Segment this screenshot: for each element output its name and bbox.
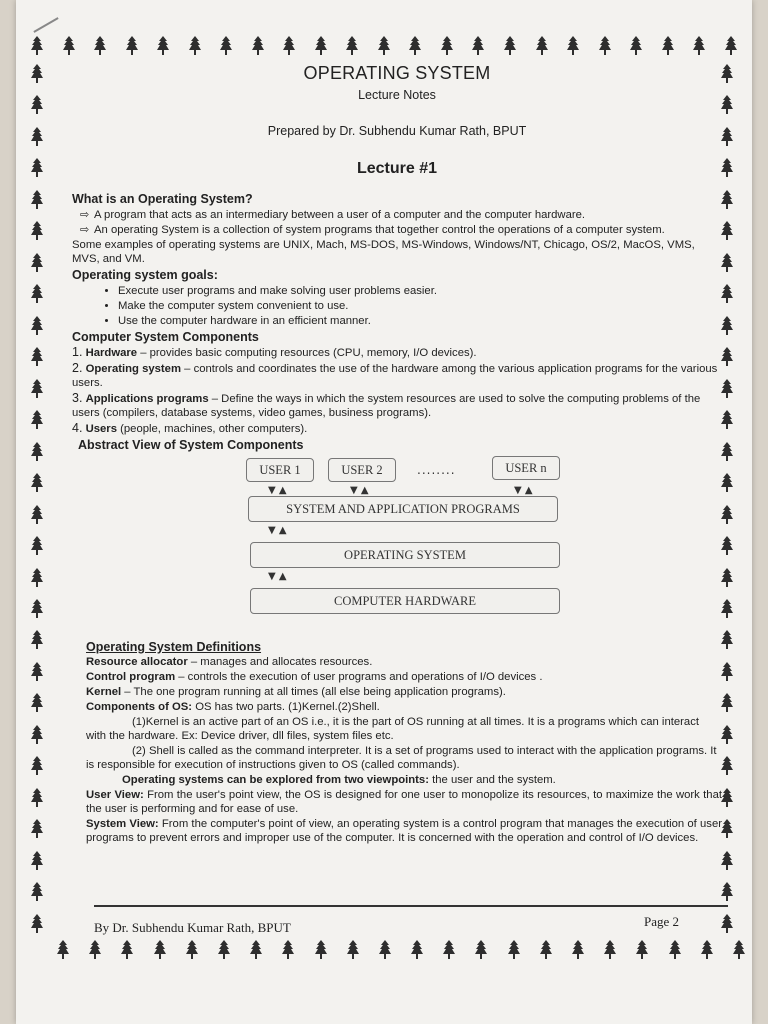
- tree-icon: [30, 190, 44, 210]
- tree-icon: [629, 36, 643, 56]
- border-left: [30, 64, 44, 934]
- page-fold-mark: [33, 17, 58, 33]
- section-heading-components: Computer System Components: [72, 330, 259, 344]
- tree-icon: [720, 819, 734, 839]
- user-2-box: USER 2: [328, 458, 396, 482]
- arrow-updown-icon: ▼ ▲: [514, 485, 533, 496]
- tree-icon: [217, 940, 231, 960]
- tree-icon: [440, 36, 454, 56]
- tree-icon: [345, 36, 359, 56]
- tree-icon: [720, 662, 734, 682]
- tree-icon: [30, 914, 44, 934]
- tree-icon: [720, 568, 734, 588]
- list-item: ⇨ An operating System is a collection of system programs that together control the operations of a computer system.: [80, 224, 665, 236]
- tree-icon: [30, 599, 44, 619]
- arrow-right-icon: ⇨: [80, 224, 90, 236]
- tree-icon: [410, 940, 424, 960]
- footer-divider: [94, 905, 728, 907]
- system-components-diagram: [72, 458, 722, 638]
- tree-icon: [282, 36, 296, 56]
- tree-icon: [30, 64, 44, 84]
- tree-icon: [535, 36, 549, 56]
- tree-icon: [30, 95, 44, 115]
- tree-icon: [93, 36, 107, 56]
- list-item: 3. Applications programs – Define the ways in which the system resources are used to solve the computing problems of the users (compilers, database systems, video games, business programs).: [72, 391, 701, 419]
- document-content: [72, 62, 722, 845]
- border-top: [30, 36, 738, 56]
- tree-icon: [30, 158, 44, 178]
- tree-icon: [724, 36, 738, 56]
- tree-icon: [661, 36, 675, 56]
- tree-icon: [30, 442, 44, 462]
- tree-icon: [30, 505, 44, 525]
- section-heading-abstract-view: Abstract View of System Components: [78, 438, 304, 452]
- tree-icon: [30, 410, 44, 430]
- definition-kernel: Kernel – The one program running at all times (all else being application programs).: [86, 686, 506, 698]
- tree-icon: [30, 882, 44, 902]
- tree-icon: [30, 756, 44, 776]
- document-subtitle: Lecture Notes: [358, 88, 436, 102]
- tree-icon: [153, 940, 167, 960]
- definition-components: Components of OS: OS has two parts. (1)Kernel.(2)Shell.: [86, 701, 380, 713]
- shell-detail: (2) Shell is called as the command interpreter. It is a set of programs used to interact with the application programs. It is responsible for execution of instructions given to OS (called commands).: [86, 745, 717, 771]
- system-programs-layer: SYSTEM AND APPLICATION PROGRAMS: [248, 496, 558, 522]
- tree-icon: [720, 788, 734, 808]
- tree-icon: [720, 284, 734, 304]
- system-view: System View: From the computer's point of view, an operating system is a control program that manages the execution of user programs to prevent errors and improper use of the computer. It is concerned with the operation and control of I/O devices.: [86, 818, 722, 844]
- list-item: • Execute user programs and make solving user problems easier.: [118, 284, 722, 298]
- ellipsis-dots: ........: [417, 463, 456, 477]
- tree-icon: [30, 347, 44, 367]
- tree-icon: [720, 190, 734, 210]
- tree-icon: [539, 940, 553, 960]
- tree-icon: [720, 882, 734, 902]
- arrow-updown-icon: ▼ ▲: [350, 485, 369, 496]
- tree-icon: [720, 347, 734, 367]
- page-number: Page 2: [644, 914, 680, 929]
- tree-icon: [314, 940, 328, 960]
- lecture-heading: Lecture #1: [356, 160, 438, 177]
- tree-icon: [700, 940, 714, 960]
- tree-icon: [720, 693, 734, 713]
- tree-icon: [346, 940, 360, 960]
- list-item: • Make the computer system convenient to use.: [118, 299, 722, 313]
- section-heading-what-is-os: What is an Operating System?: [72, 192, 253, 206]
- examples-paragraph: Some examples of operating systems are UNIX, Mach, MS-DOS, MS-Windows, Windows/NT, Chicago, OS/2, MacOS, VMS, MVS, and VM.: [72, 239, 695, 265]
- tree-icon: [30, 851, 44, 871]
- border-right: [720, 64, 734, 934]
- tree-icon: [720, 725, 734, 745]
- document-title: OPERATING SYSTEM: [303, 63, 491, 83]
- tree-icon: [377, 36, 391, 56]
- list-item: 1. Hardware – provides basic computing resources (CPU, memory, I/O devices).: [72, 345, 477, 359]
- kernel-detail: (1)Kernel is an active part of an OS i.e., it is the part of OS running at all times. It is a programs which can interact with the hardware. Ex: Device driver, dll files, system files etc.: [86, 716, 699, 742]
- viewpoints-line: Operating systems can be explored from two viewpoints: the user and the system.: [122, 774, 556, 786]
- tree-icon: [720, 442, 734, 462]
- section-heading-definitions: Operating System Definitions: [86, 640, 262, 654]
- list-item: ⇨ A program that acts as an intermediary between a user of a computer and the computer hardware.: [80, 209, 586, 221]
- tree-icon: [62, 36, 76, 56]
- tree-icon: [720, 756, 734, 776]
- tree-icon: [30, 568, 44, 588]
- user-n-box: USER n: [492, 456, 560, 480]
- tree-icon: [720, 473, 734, 493]
- border-bottom: [56, 940, 746, 960]
- tree-icon: [471, 36, 485, 56]
- arrow-updown-icon: ▼ ▲: [268, 571, 287, 582]
- tree-icon: [185, 940, 199, 960]
- tree-icon: [281, 940, 295, 960]
- tree-icon: [720, 599, 734, 619]
- tree-icon: [442, 940, 456, 960]
- list-item: 2. Operating system – controls and coordinates the use of the hardware among the various application programs for the various users.: [72, 361, 718, 389]
- tree-icon: [503, 36, 517, 56]
- tree-icon: [720, 253, 734, 273]
- definition-resource-allocator: Resource allocator – manages and allocates resources.: [86, 656, 373, 668]
- tree-icon: [720, 127, 734, 147]
- tree-icon: [30, 788, 44, 808]
- tree-icon: [635, 940, 649, 960]
- tree-icon: [720, 379, 734, 399]
- tree-icon: [249, 940, 263, 960]
- tree-icon: [30, 36, 44, 56]
- tree-icon: [30, 253, 44, 273]
- tree-icon: [720, 505, 734, 525]
- tree-icon: [566, 36, 580, 56]
- computer-hardware-layer: COMPUTER HARDWARE: [250, 588, 560, 614]
- tree-icon: [30, 630, 44, 650]
- tree-icon: [30, 316, 44, 336]
- tree-icon: [30, 221, 44, 241]
- list-item: 4. Users (people, machines, other computers).: [72, 421, 308, 435]
- tree-icon: [314, 36, 328, 56]
- tree-icon: [30, 127, 44, 147]
- tree-icon: [30, 819, 44, 839]
- tree-icon: [251, 36, 265, 56]
- tree-icon: [219, 36, 233, 56]
- user-view: User View: From the user's point view, the OS is designed for one user to monopolize its resources, to maximize the work that the user is performing and for ease of use.: [86, 789, 723, 815]
- tree-icon: [88, 940, 102, 960]
- arrow-right-icon: ⇨: [80, 209, 90, 221]
- tree-icon: [692, 36, 706, 56]
- tree-icon: [720, 316, 734, 336]
- tree-icon: [732, 940, 746, 960]
- tree-icon: [30, 473, 44, 493]
- tree-icon: [30, 725, 44, 745]
- user-1-box: USER 1: [246, 458, 314, 482]
- tree-icon: [30, 284, 44, 304]
- tree-icon: [720, 410, 734, 430]
- arrow-updown-icon: ▼ ▲: [268, 485, 287, 496]
- tree-icon: [56, 940, 70, 960]
- tree-icon: [603, 940, 617, 960]
- tree-icon: [30, 379, 44, 399]
- tree-icon: [507, 940, 521, 960]
- tree-icon: [30, 693, 44, 713]
- tree-icon: [188, 36, 202, 56]
- tree-icon: [720, 158, 734, 178]
- definition-list: [72, 208, 722, 237]
- tree-icon: [30, 662, 44, 682]
- tree-icon: [408, 36, 422, 56]
- tree-icon: [156, 36, 170, 56]
- tree-icon: [668, 940, 682, 960]
- definition-control-program: Control program – controls the execution of user programs and operations of I/O devices .: [86, 671, 543, 683]
- tree-icon: [474, 940, 488, 960]
- tree-icon: [571, 940, 585, 960]
- author-line: Prepared by Dr. Subhendu Kumar Rath, BPUT: [267, 124, 527, 138]
- operating-system-layer: OPERATING SYSTEM: [250, 542, 560, 568]
- tree-icon: [720, 630, 734, 650]
- tree-icon: [720, 64, 734, 84]
- tree-icon: [378, 940, 392, 960]
- tree-icon: [720, 536, 734, 556]
- tree-icon: [120, 940, 134, 960]
- tree-icon: [598, 36, 612, 56]
- definitions-section: [72, 640, 722, 845]
- list-item: • Use the computer hardware in an efficient manner.: [118, 314, 722, 328]
- tree-icon: [30, 536, 44, 556]
- section-heading-goals: Operating system goals:: [72, 268, 218, 282]
- tree-icon: [720, 851, 734, 871]
- tree-icon: [720, 95, 734, 115]
- tree-icon: [125, 36, 139, 56]
- goals-list: [72, 284, 722, 328]
- arrow-updown-icon: ▼ ▲: [268, 525, 287, 536]
- tree-icon: [720, 914, 734, 934]
- footer-author: By Dr. Subhendu Kumar Rath, BPUT: [94, 920, 291, 935]
- tree-icon: [720, 221, 734, 241]
